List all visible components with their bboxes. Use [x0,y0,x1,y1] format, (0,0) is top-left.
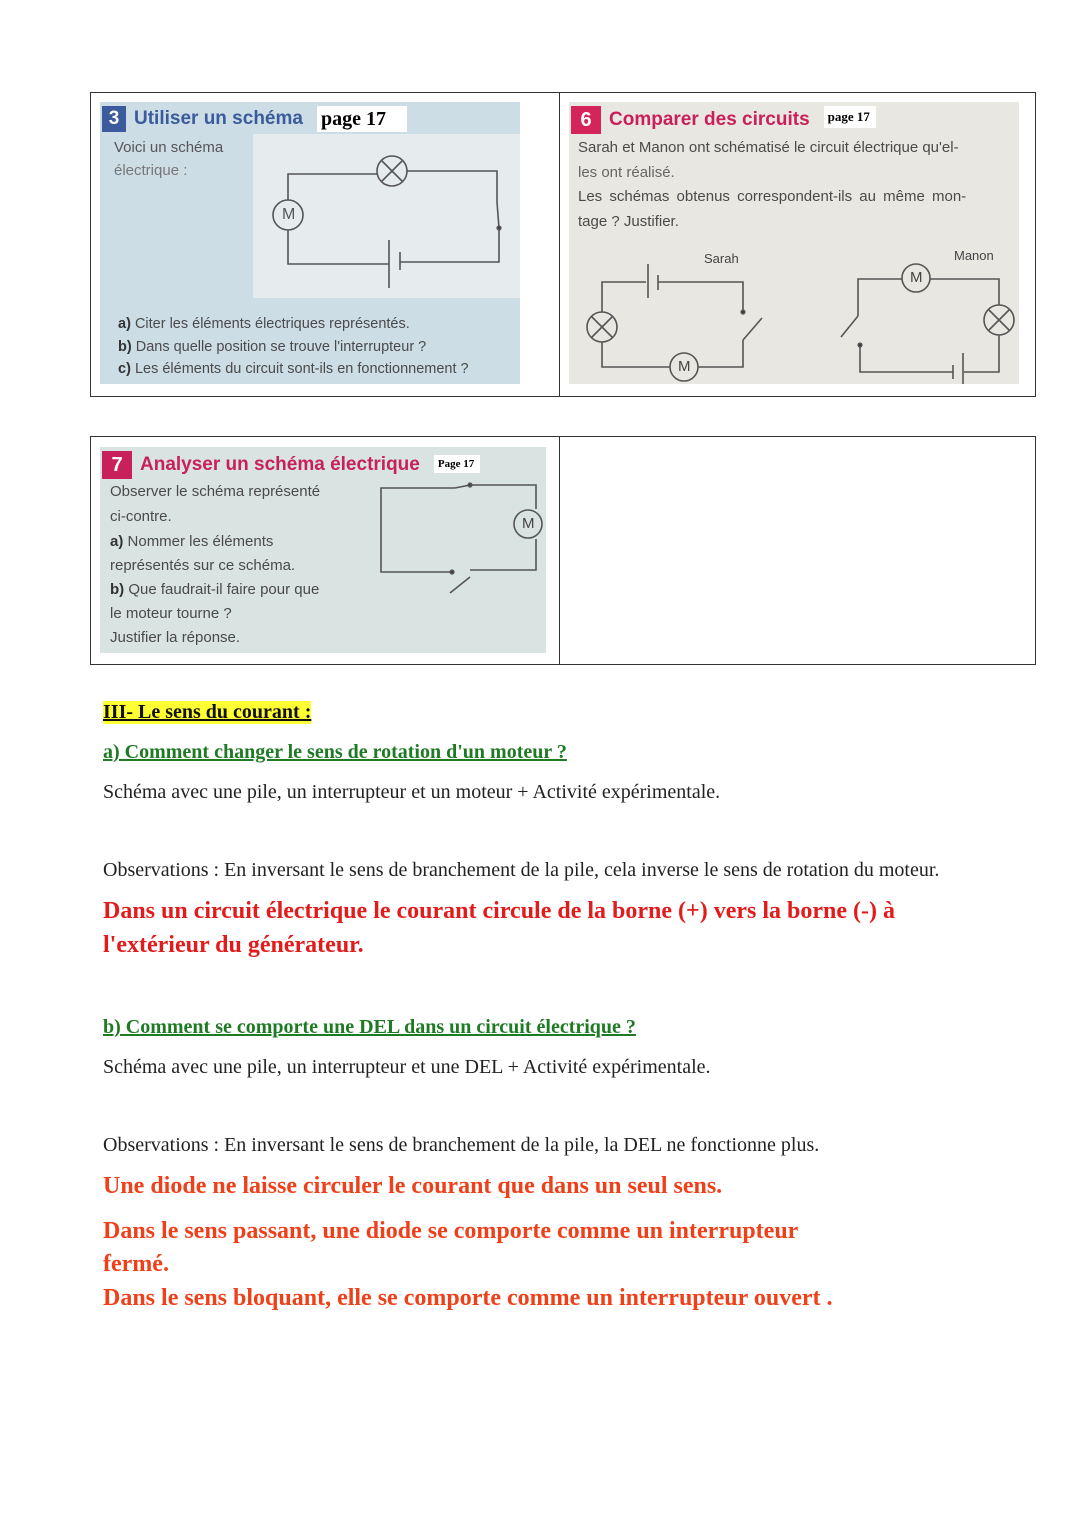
intro-line: Voici un schéma [114,139,224,156]
conclusion-line: fermé. [103,1251,169,1277]
wire [470,485,536,509]
section-title: III- Le sens du courant : [103,701,312,723]
page-reference: page 17 [317,106,407,132]
conclusion-line: Dans un circuit électrique le courant circule de la borne (+) vers la borne (-) à [103,898,895,924]
intro-line: électrique : [114,162,188,179]
wire [658,282,743,311]
wire [407,171,497,202]
text-line: Les schémas obtenus correspondent-ils au même mon- [578,188,967,205]
wire [858,279,902,316]
question-text: Dans quelle position se trouve l'interrupteur ? [135,339,427,355]
exercise-title: Utiliser un schéma [134,108,303,129]
text-line: ci-contre. [110,508,172,525]
question-text: Nommer les éléments [127,533,274,550]
exercise-title: Comparer des circuits [609,109,810,130]
subsection-a-title: a) Comment changer le sens de rotation d'un moteur ? [103,741,567,763]
wire [698,340,743,367]
question-label: a) [118,316,131,332]
wire [602,342,670,367]
exercise-3-image [100,102,520,384]
motor-symbol: M [282,206,296,223]
wire [288,174,377,200]
wire [288,230,389,264]
wire [602,282,646,312]
question-text: Citer les éléments électriques représentés. [134,316,410,332]
exercise-7-image [100,447,546,653]
schema-text: Schéma avec une pile, un interrupteur et un moteur + Activité expérimentale. [103,781,721,803]
wire [470,539,536,570]
open-switch-icon [450,577,470,593]
text-line: Sarah et Manon ont schématisé le circuit électrique qu'el- [578,139,959,156]
question-text: le moteur tourne ? [110,605,232,622]
subsection-b-title: b) Comment se comporte une DEL dans un circuit électrique ? [103,1016,636,1038]
schema-text: Schéma avec une pile, un interrupteur et une DEL + Activité expérimentale. [103,1056,711,1078]
wire [381,488,455,572]
exercise-number-badge: 6 [571,106,601,134]
wire [860,346,953,372]
circuit-diagrams [569,102,1019,384]
question-b [118,339,426,355]
observations-text: Observations : En inversant le sens de branchement de la pile, la DEL ne fonctionne plus. [103,1134,820,1156]
conclusion-line: Une diode ne laisse circuler le courant que dans un seul sens. [103,1173,723,1199]
circuit-diagram [100,447,546,653]
wire [400,228,499,262]
label-manon: Manon [954,248,994,263]
exercise-number-badge: 3 [102,106,126,132]
text-line: tage ? Justifier. [578,213,679,230]
wire [964,335,999,372]
exercise-6-image [569,102,1019,384]
table-cell-empty [559,436,1036,665]
text-line: Observer le schéma représenté [110,483,321,500]
question-c [118,361,469,377]
page-reference: page 17 [824,106,876,128]
question-label: b) [118,339,132,355]
observations-text: Observations : En inversant le sens de branchement de la pile, cela inverse le sens de rotation du moteur. [103,859,940,881]
open-switch-icon [743,318,762,340]
exercise-number-badge: 7 [102,451,132,479]
conclusion-line: Dans le sens passant, une diode se comporte comme un interrupteur [103,1218,799,1244]
question-text: Que faudrait-il faire pour que [128,581,320,598]
question-text: Justifier la réponse. [110,629,241,646]
closed-switch-icon [497,202,499,228]
open-switch-icon [841,316,858,337]
conclusion-line: l'extérieur du générateur. [103,932,364,958]
motor-symbol: M [522,515,535,532]
page-reference: Page 17 [434,455,480,473]
motor-symbol: M [910,269,923,286]
question-label: b) [110,581,125,598]
conclusion-line: Dans le sens bloquant, elle se comporte comme un interrupteur ouvert . [103,1285,833,1311]
motor-symbol: M [678,358,691,375]
question-label: c) [118,361,131,377]
question-a [118,316,410,332]
question-label: a) [110,533,124,550]
question-text: Les éléments du circuit sont-ils en fonctionnement ? [134,361,469,377]
question-text: représentés sur ce schéma. [110,557,296,574]
text-line: les ont réalisé. [578,164,675,181]
wire [930,279,999,305]
label-sarah: Sarah [704,251,739,266]
exercise-title: Analyser un schéma électrique [140,454,420,475]
